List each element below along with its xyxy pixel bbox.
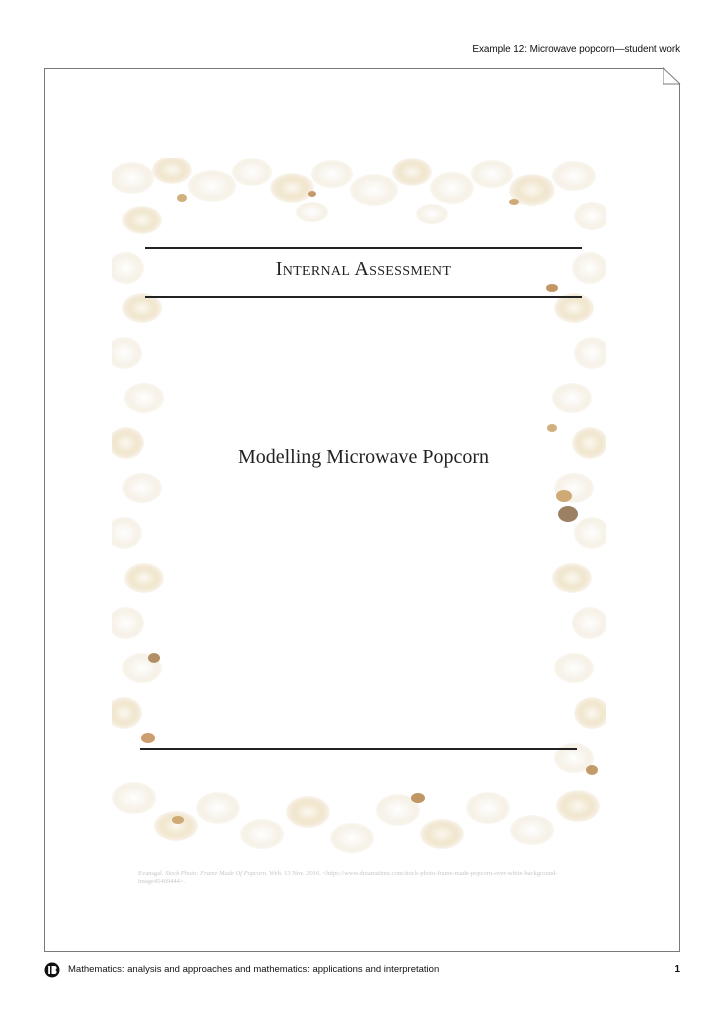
title-bottom-rule	[145, 296, 582, 298]
title-top-rule	[145, 247, 582, 249]
image-credit	[138, 870, 578, 886]
page-corner-fold-icon	[663, 67, 681, 85]
section-heading: Internal Assessment	[275, 258, 452, 280]
document-title: Modelling Microwave Popcorn	[237, 446, 490, 468]
page-number: 1	[674, 964, 680, 975]
bottom-rule	[140, 748, 577, 750]
credit-rest: Web. 13 Nov. 2016. <https://www.dreamstime.com/stock-photo-frame-made-popcorn-over-white-background-image45469444>.	[138, 870, 558, 885]
credit-title: Stock Photo: Frame Made Of Popcorn.	[165, 870, 268, 877]
footer-text: Mathematics: analysis and approaches and mathematics: applications and interpretation	[68, 964, 440, 975]
ib-logo-icon	[44, 962, 60, 978]
credit-prefix: Evansgal.	[138, 870, 164, 877]
running-header: Example 12: Microwave popcorn—student work	[472, 44, 680, 55]
